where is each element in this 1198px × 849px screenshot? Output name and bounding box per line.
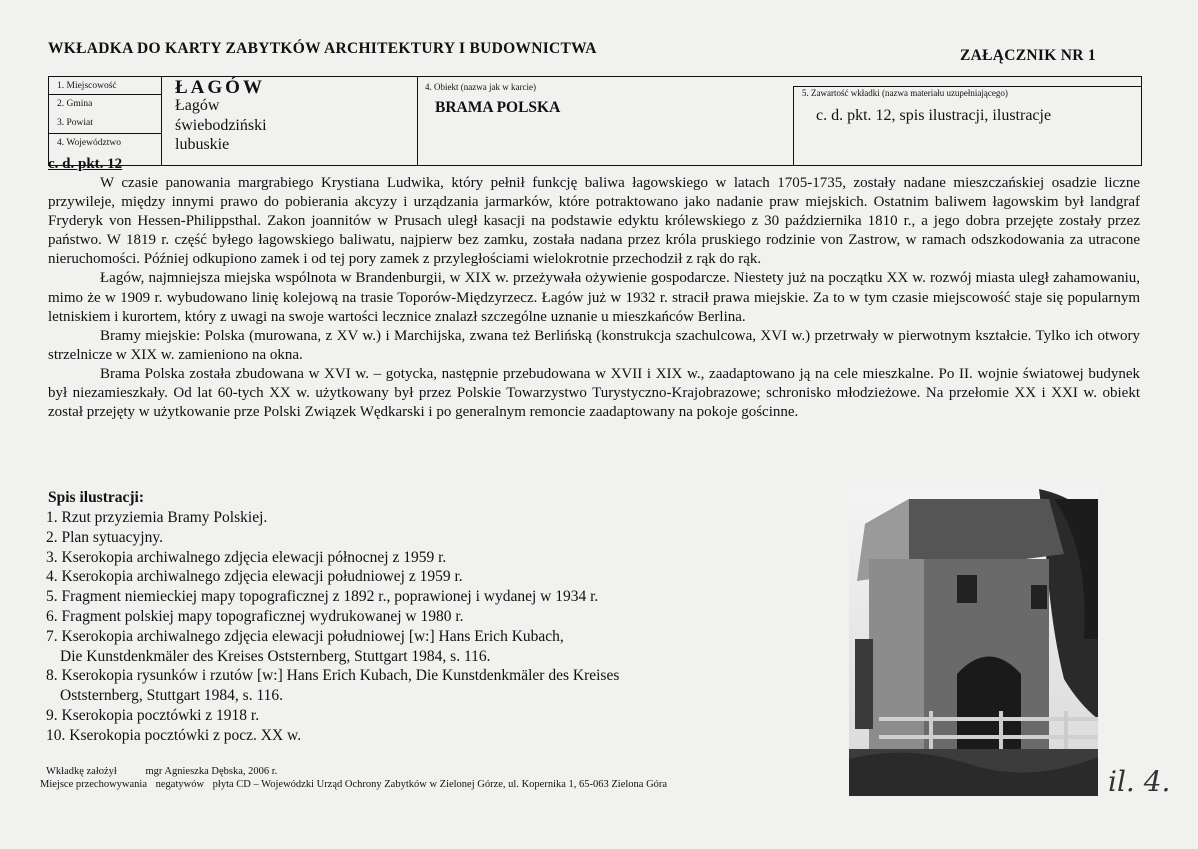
locality-value: ŁAGÓW [175, 77, 265, 98]
object-value: BRAMA POLSKA [435, 99, 561, 116]
paragraph: Bramy miejskie: Polska (murowana, z XV w.) i Marchijska, zwana też Berlińską (konstrukcja szachulcowa, XVI w.) przetrwały w pierwotnym kształcie. Tylko ich otwory strzelnicze w XIX w. zamieniono na okna. [48, 327, 1140, 363]
section-heading: c. d. pkt. 12 [48, 156, 123, 172]
paragraph: W czasie panowania margrabiego Krystiana Ludwika, który pełnił funkcję baliwa łagowskiego w latach 1705-1735, zostały nadane mieszczańskiej osadzie liczne przywileje, między innymi prawo do pobierania akcyzy i urządzania jarmarków, które potraktowano jako nadanie praw miejskich. Ostatnim baliwem łagowskim był landgraf Fryderyk von Hessen-Philippsthal. Zakon joannitów w Prusach uległ kasacji na podstawie edyktu królewskiego z 30 października 1810 r., a jego dobra przejęte zostały przez państwo. W 1819 r. część byłego łagowskiego baliwatu, najpierw bez zamku, została nadana przez króla pruskiego rodzinie von Zastrow, w ramach odszkodowania za utracone nieruchomości. Później odkupiono zamek i od tej pory zamek z przyległościami wielokrotnie przechodził z rąk do rąk. [48, 175, 1140, 268]
list-item-continuation: Die Kunstdenkmäler des Kreises Oststernberg, Stuttgart 1984, s. 116. [60, 647, 491, 665]
column-divider [161, 77, 162, 165]
content-value: c. d. pkt. 12, spis ilustracji, ilustracje [816, 107, 1052, 124]
footer-storage [40, 779, 673, 790]
list-item: 5. Fragment niemieckiej mapy topograficznej z 1892 r., poprawionej i wydanej w 1934 r. [46, 588, 599, 606]
paragraph: Łagów, najmniejsza miejska wspólnota w Brandenburgii, w XIX w. przeżywała ożywienie gospodarcze. Niestety już na początku XX w. rozwój miasta uległ zahamowaniu, mimo że w 1909 r. wybudowano linię kolejową na trasie Toporów-Międzyrzecz. Łagów już w 1932 r. stracił prawa miejskie. Za to w tym czasie miejscowość staje się popularnym letniskiem i kurortem, który z uwagi na swoje wartości lecznice znalazł szczególne uznanie u mieszkańców Berlina. [48, 270, 1140, 325]
content-box [793, 86, 1142, 166]
storage-value: płyta CD – Wojewódzki Urząd Ochrony Zabytków w Zielonej Górze, ul. Kopernika 1, 65-063 Zielona Góra [212, 779, 668, 790]
column-divider [417, 77, 418, 165]
list-item: 6. Fragment polskiej mapy topograficznej wydrukowanej w 1980 r. [46, 607, 464, 625]
content-label: 5. Zawartość wkładki (nazwa materiału uzupełniającego) [802, 88, 1008, 98]
field-label-voivodeship: 4. Województwo [49, 133, 161, 151]
list-item: 9. Kserokopia pocztówki z 1918 r. [46, 706, 260, 724]
storage-negatives: negatywów [155, 779, 205, 790]
history-text [48, 174, 1140, 422]
list-item: 4. Kserokopia archiwalnego zdjęcia elewacji południowej z 1959 r. [46, 568, 463, 586]
storage-label: Miejsce przechowywania [40, 779, 147, 790]
footer-author [46, 766, 283, 777]
author-value: mgr Agnieszka Dębska, 2006 r. [145, 766, 278, 777]
county-value: świebodziński [175, 117, 267, 134]
list-item: 10. Kserokopia pocztówki z pocz. XX w. [46, 726, 302, 744]
illustrations-title: Spis ilustracji: [48, 489, 145, 506]
gate-photo [849, 489, 1098, 796]
illustrations-list [46, 508, 619, 746]
field-label-county: 3. Powiat [57, 118, 93, 128]
author-label: Wkładkę założył [46, 766, 117, 777]
list-item: 7. Kserokopia archiwalnego zdjęcia elewacji południowej [w:] Hans Erich Kubach, [46, 627, 564, 645]
commune-value: Łagów [175, 97, 220, 114]
paragraph: Brama Polska została zbudowana w XVI w. – gotycka, następnie przebudowana w XVII i XIX w., zaadaptowano ją na cele mieszkalne. Po II. wojnie światowej budynek był niezamieszkały. Od lat 60-tych XX w. użytkowany był przez Polskie Towarzystwo Turystyczno-Krajobrazowe; schronisko młodzieżowe. Na przełomie XX i XXI w. obiekt został przejęty w użytkowanie prze Polski Związek Wędkarski i po generalnym remoncie zaadaptowany na pokoje gościnne. [48, 365, 1140, 421]
list-item: 8. Kserokopia rysunków i rzutów [w:] Hans Erich Kubach, Die Kunstdenkmäler des Kreises [46, 667, 620, 685]
field-label-commune: 2. Gmina [57, 99, 93, 109]
header-table [48, 76, 1142, 166]
annex-label: ZAŁĄCZNIK NR 1 [960, 47, 1096, 64]
document-title: WKŁADKA DO KARTY ZABYTKÓW ARCHITEKTURY I BUDOWNICTWA [48, 40, 597, 57]
list-item: 1. Rzut przyziemia Bramy Polskiej. [46, 509, 268, 526]
list-item: 3. Kserokopia archiwalnego zdjęcia elewacji północnej z 1959 r. [46, 548, 447, 566]
voivodeship-value: lubuskie [175, 136, 230, 153]
list-item-continuation: Oststernberg, Stuttgart 1984, s. 116. [60, 687, 284, 705]
gate-photo-image [849, 489, 1098, 796]
object-label: 4. Obiekt (nazwa jak w karcie) [425, 82, 536, 92]
field-label-locality: 1. Miejscowość [49, 77, 161, 95]
illustration-signature: il. 4. [1108, 765, 1171, 798]
list-item: 2. Plan sytuacyjny. [46, 528, 163, 546]
